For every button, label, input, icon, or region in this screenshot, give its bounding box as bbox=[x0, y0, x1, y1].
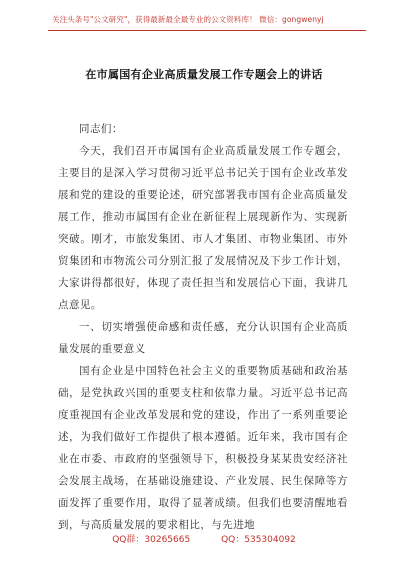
header-banner: 关注头条号"公文研究"，获得最新最全最专业的公文资料库！ 微信：gongwenyj bbox=[52, 15, 324, 24]
document-body bbox=[58, 118, 348, 536]
paragraph-intro: 今天，我们召开市属国有企业高质量发展工作专题会，主要目的是深入学习贯彻习近平总书记关于国有企业改革发展和党的建设的重要论述，研究部署我市国有企业高质量发展工作，推动市属国有企业在新征程上展现新作为、实现新突破。刚才，市旅发集团、市人才集团、市物业集团、市外贸集团和市物流公司分别汇报了发展情况及下步工作计划，大家讲得都很好，体现了责任担当和发展信心下面，我讲几点意见。 bbox=[58, 145, 348, 311]
section-heading-1: 一、切实增强使命感和责任感，充分认识国有企业高质量发展的重要意义 bbox=[58, 321, 348, 355]
document-title: 在市属国有企业高质量发展工作专题会上的讲话 bbox=[85, 68, 323, 81]
footer-qq-group: QQ群：30265665 bbox=[112, 535, 191, 545]
header-divider bbox=[48, 30, 366, 31]
paragraph-body: 国有企业是中国特色社会主义的重要物质基础和政治基础，是党执政兴国的重要支柱和依靠力量。习近平总书记高度重视国有企业改革发展和党的建设，作出了一系列重要论述，为我们做好工作提供了根本遵循。近年来，我市国有企业在市委、市政府的坚强领导下，积极投身某某贵安经济社会发展主战场，在基础设施建设、产业发展、民生保障等方面发挥了重要作用，取得了显著成绩。但我们也要清醒地看到，与高质量发展的要求相比，与先进地 bbox=[58, 365, 348, 531]
footer-qq: QQ：535304092 bbox=[221, 535, 296, 545]
salutation: 同志们： bbox=[79, 123, 123, 135]
footer-contact bbox=[0, 532, 408, 545]
